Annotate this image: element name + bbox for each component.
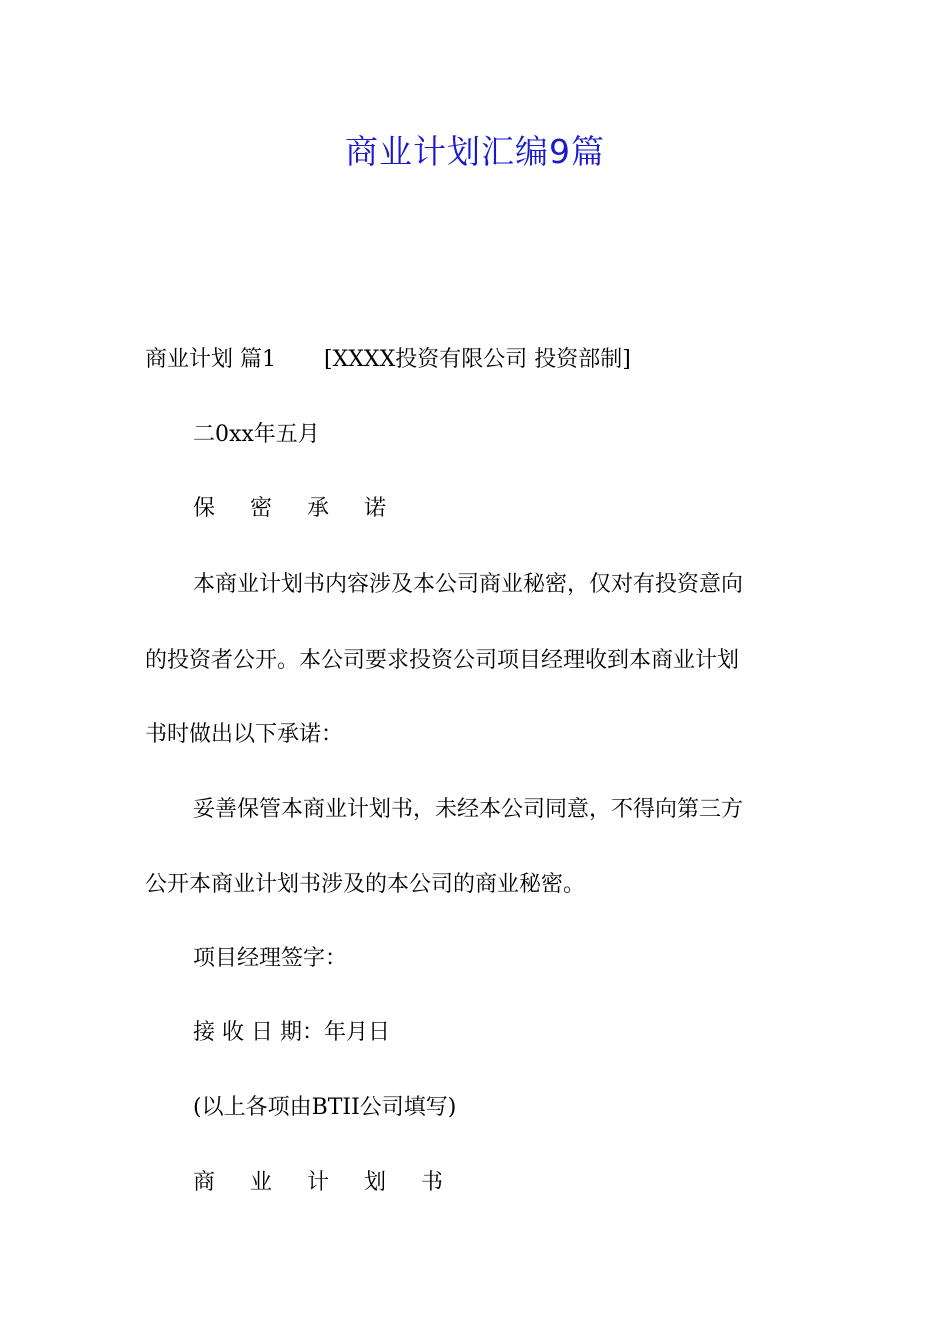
document-title: 商业计划汇编9篇 (345, 132, 605, 171)
paragraph1-line1: 本商业计划书内容涉及本公司商业秘密，仅对有投资意向 (193, 572, 744, 597)
fill-note: (以上各项由BTII公司填写) (193, 1095, 457, 1120)
section-heading: 商 业 计 划 书 (193, 1170, 457, 1195)
paragraph2-line2: 公开本商业计划书涉及的本公司的商业秘密。 (145, 872, 586, 897)
receive-date-label: 接 收 日 期：年月日 (193, 1020, 390, 1045)
signature-label: 项目经理签字： (193, 946, 348, 971)
chapter-label: 商业计划 篇1 (145, 347, 276, 372)
confidential-heading: 保 密 承 诺 (193, 496, 400, 521)
paragraph1-line2: 的投资者公开。本公司要求投资公司项目经理收到本商业计划 (145, 648, 740, 673)
heading-line (145, 345, 805, 375)
date-line: 二0xx年五月 (193, 422, 320, 447)
paragraph1-line3: 书时做出以下承诺： (145, 722, 344, 747)
company-label: [XXXX投资有限公司 投资部制] (324, 347, 631, 372)
paragraph2-line1: 妥善保管本商业计划书，未经本公司同意，不得向第三方 (193, 797, 744, 822)
